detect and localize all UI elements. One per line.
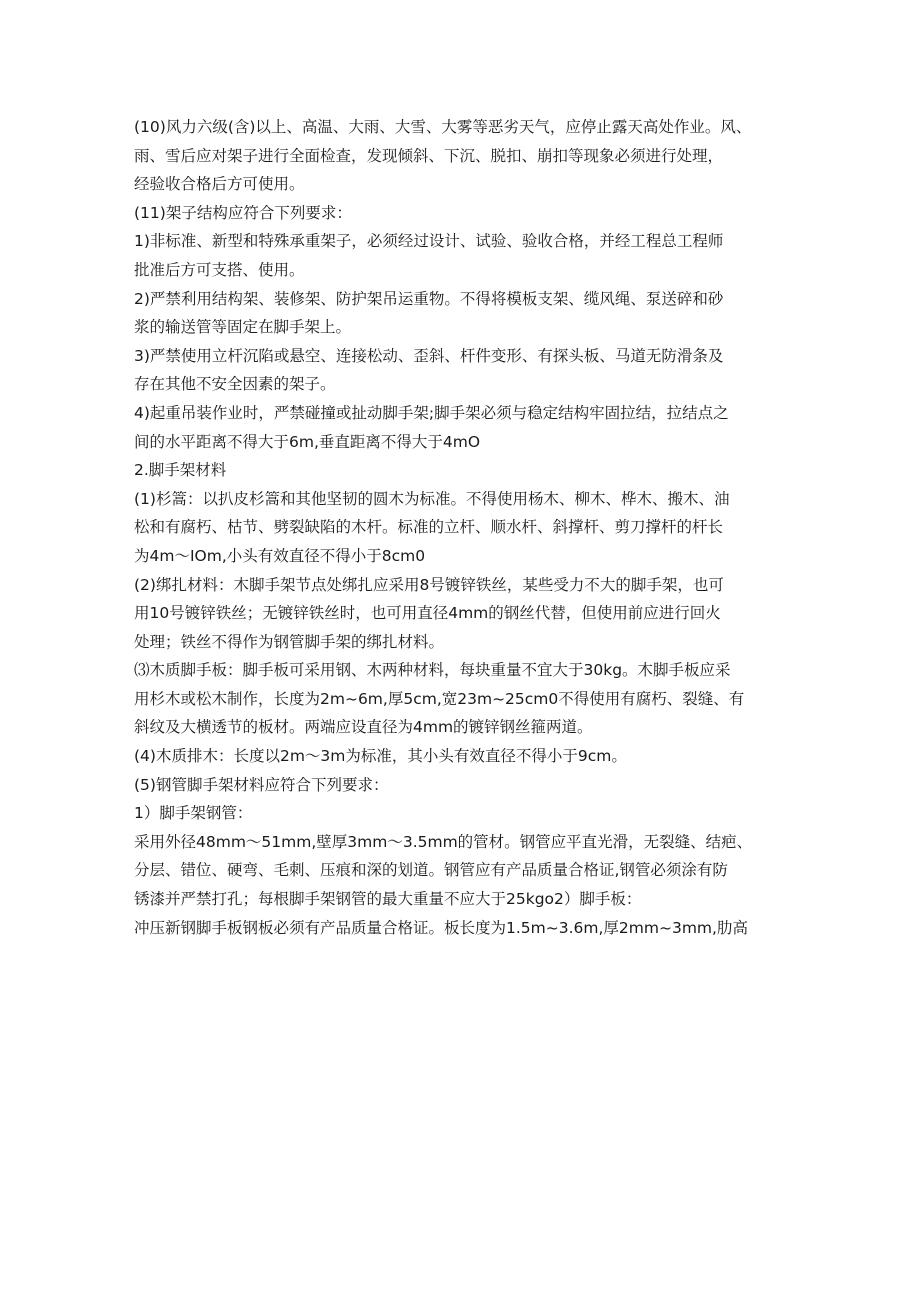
text-line: 分层、错位、硬弯、毛刺、压痕和深的划道。钢管应有产品质量合格证,钢管必须涂有防 xyxy=(134,861,728,880)
text-line: 4)起重吊装作业时，严禁碰撞或扯动脚手架;脚手架必须与稳定结构牢固拉结，拉结点之 xyxy=(134,403,729,422)
text-line: 锈漆并严禁打孔；每根脚手架钢管的最大重量不应大于25kgo2）脚手板： xyxy=(134,890,642,909)
text-line: 3)严禁使用立杆沉陷或悬空、连接松动、歪斜、杆件变形、有探头板、马道无防滑条及 xyxy=(134,346,724,365)
text-line: 采用外径48mm～51mm,壁厚3mm～3.5mm的管材。钢管应平直光滑，无裂缝、结疤、 xyxy=(134,832,753,851)
text-line: 雨、雪后应对架子进行全面检查，发现倾斜、下沉、脱扣、崩扣等现象必须进行处理， xyxy=(134,146,724,165)
text-line: 1）脚手架钢管： xyxy=(134,804,253,823)
text-line: 2)严禁利用结构架、装修架、防护架吊运重物。不得将模板支架、缆风绳、泵送碎和砂 xyxy=(134,289,724,308)
text-line: 冲压新钢脚手板钢板必须有产品质量合格证。板长度为1.5m~3.6m,厚2mm~3mm,肋高 xyxy=(134,918,748,937)
text-line: 批准后方可支搭、使用。 xyxy=(134,260,305,279)
text-line: (1)杉篙：以扒皮杉篙和其他坚韧的圆木为标准。不得使用杨木、柳木、桦木、搬木、油 xyxy=(134,489,730,508)
text-line: 间的水平距离不得大于6m,垂直距离不得大于4mO xyxy=(134,432,481,451)
text-line: 用杉木或松木制作，长度为2m~6m,厚5cm,宽23m~25cm0不得使用有腐朽、裂缝、有 xyxy=(134,689,745,708)
text-line: (2)绑扎材料：木脚手架节点处绑扎应采用8号镀锌铁丝，某些受力不大的脚手架，也可 xyxy=(134,575,724,594)
text-line: 经验收合格后方可使用。 xyxy=(134,175,305,194)
text-line: 用10号镀锌铁丝；无镀锌铁丝时，也可用直径4mm的钢丝代替，但使用前应进行回火 xyxy=(134,604,721,623)
text-line: 处理；铁丝不得作为钢管脚手架的绑扎材料。 xyxy=(134,632,445,651)
text-line: (10)风力六级(含)以上、高温、大雨、大雪、大雾等恶劣天气，应停止露天高处作业。风、 xyxy=(134,118,752,136)
text-line: 浆的输送管等固定在脚手架上。 xyxy=(134,318,352,337)
text-line: ⑶木质脚手板：脚手板可采用钢、木两种材料，每块重量不宜大于30kg。木脚手板应采 xyxy=(134,661,731,680)
text-line: 斜纹及大横透节的板材。两端应设直径为4mm的镀锌钢丝箍两道。 xyxy=(134,718,593,737)
text-line: (4)木质排木：长度以2m～3m为标准，其小头有效直径不得小于9cm。 xyxy=(134,747,627,766)
text-line: 1)非标准、新型和特殊承重架子，必须经过设计、试验、验收合格，并经工程总工程师 xyxy=(134,232,724,251)
section-heading: 2.脚手架材料 xyxy=(134,461,227,480)
text-line: 存在其他不安全因素的架子。 xyxy=(134,375,336,394)
text-line: 松和有腐朽、枯节、劈裂缺陷的木杆。标准的立杆、顺水杆、斜撑杆、剪刀撑杆的杆长 xyxy=(134,518,724,537)
document-body xyxy=(134,113,814,942)
text-line: 为4m～IOm,小头有效直径不得小于8cm0 xyxy=(134,546,426,565)
text-line: (11)架子结构应符合下列要求： xyxy=(134,203,352,222)
text-line: (5)钢管脚手架材料应符合下列要求： xyxy=(134,775,389,794)
